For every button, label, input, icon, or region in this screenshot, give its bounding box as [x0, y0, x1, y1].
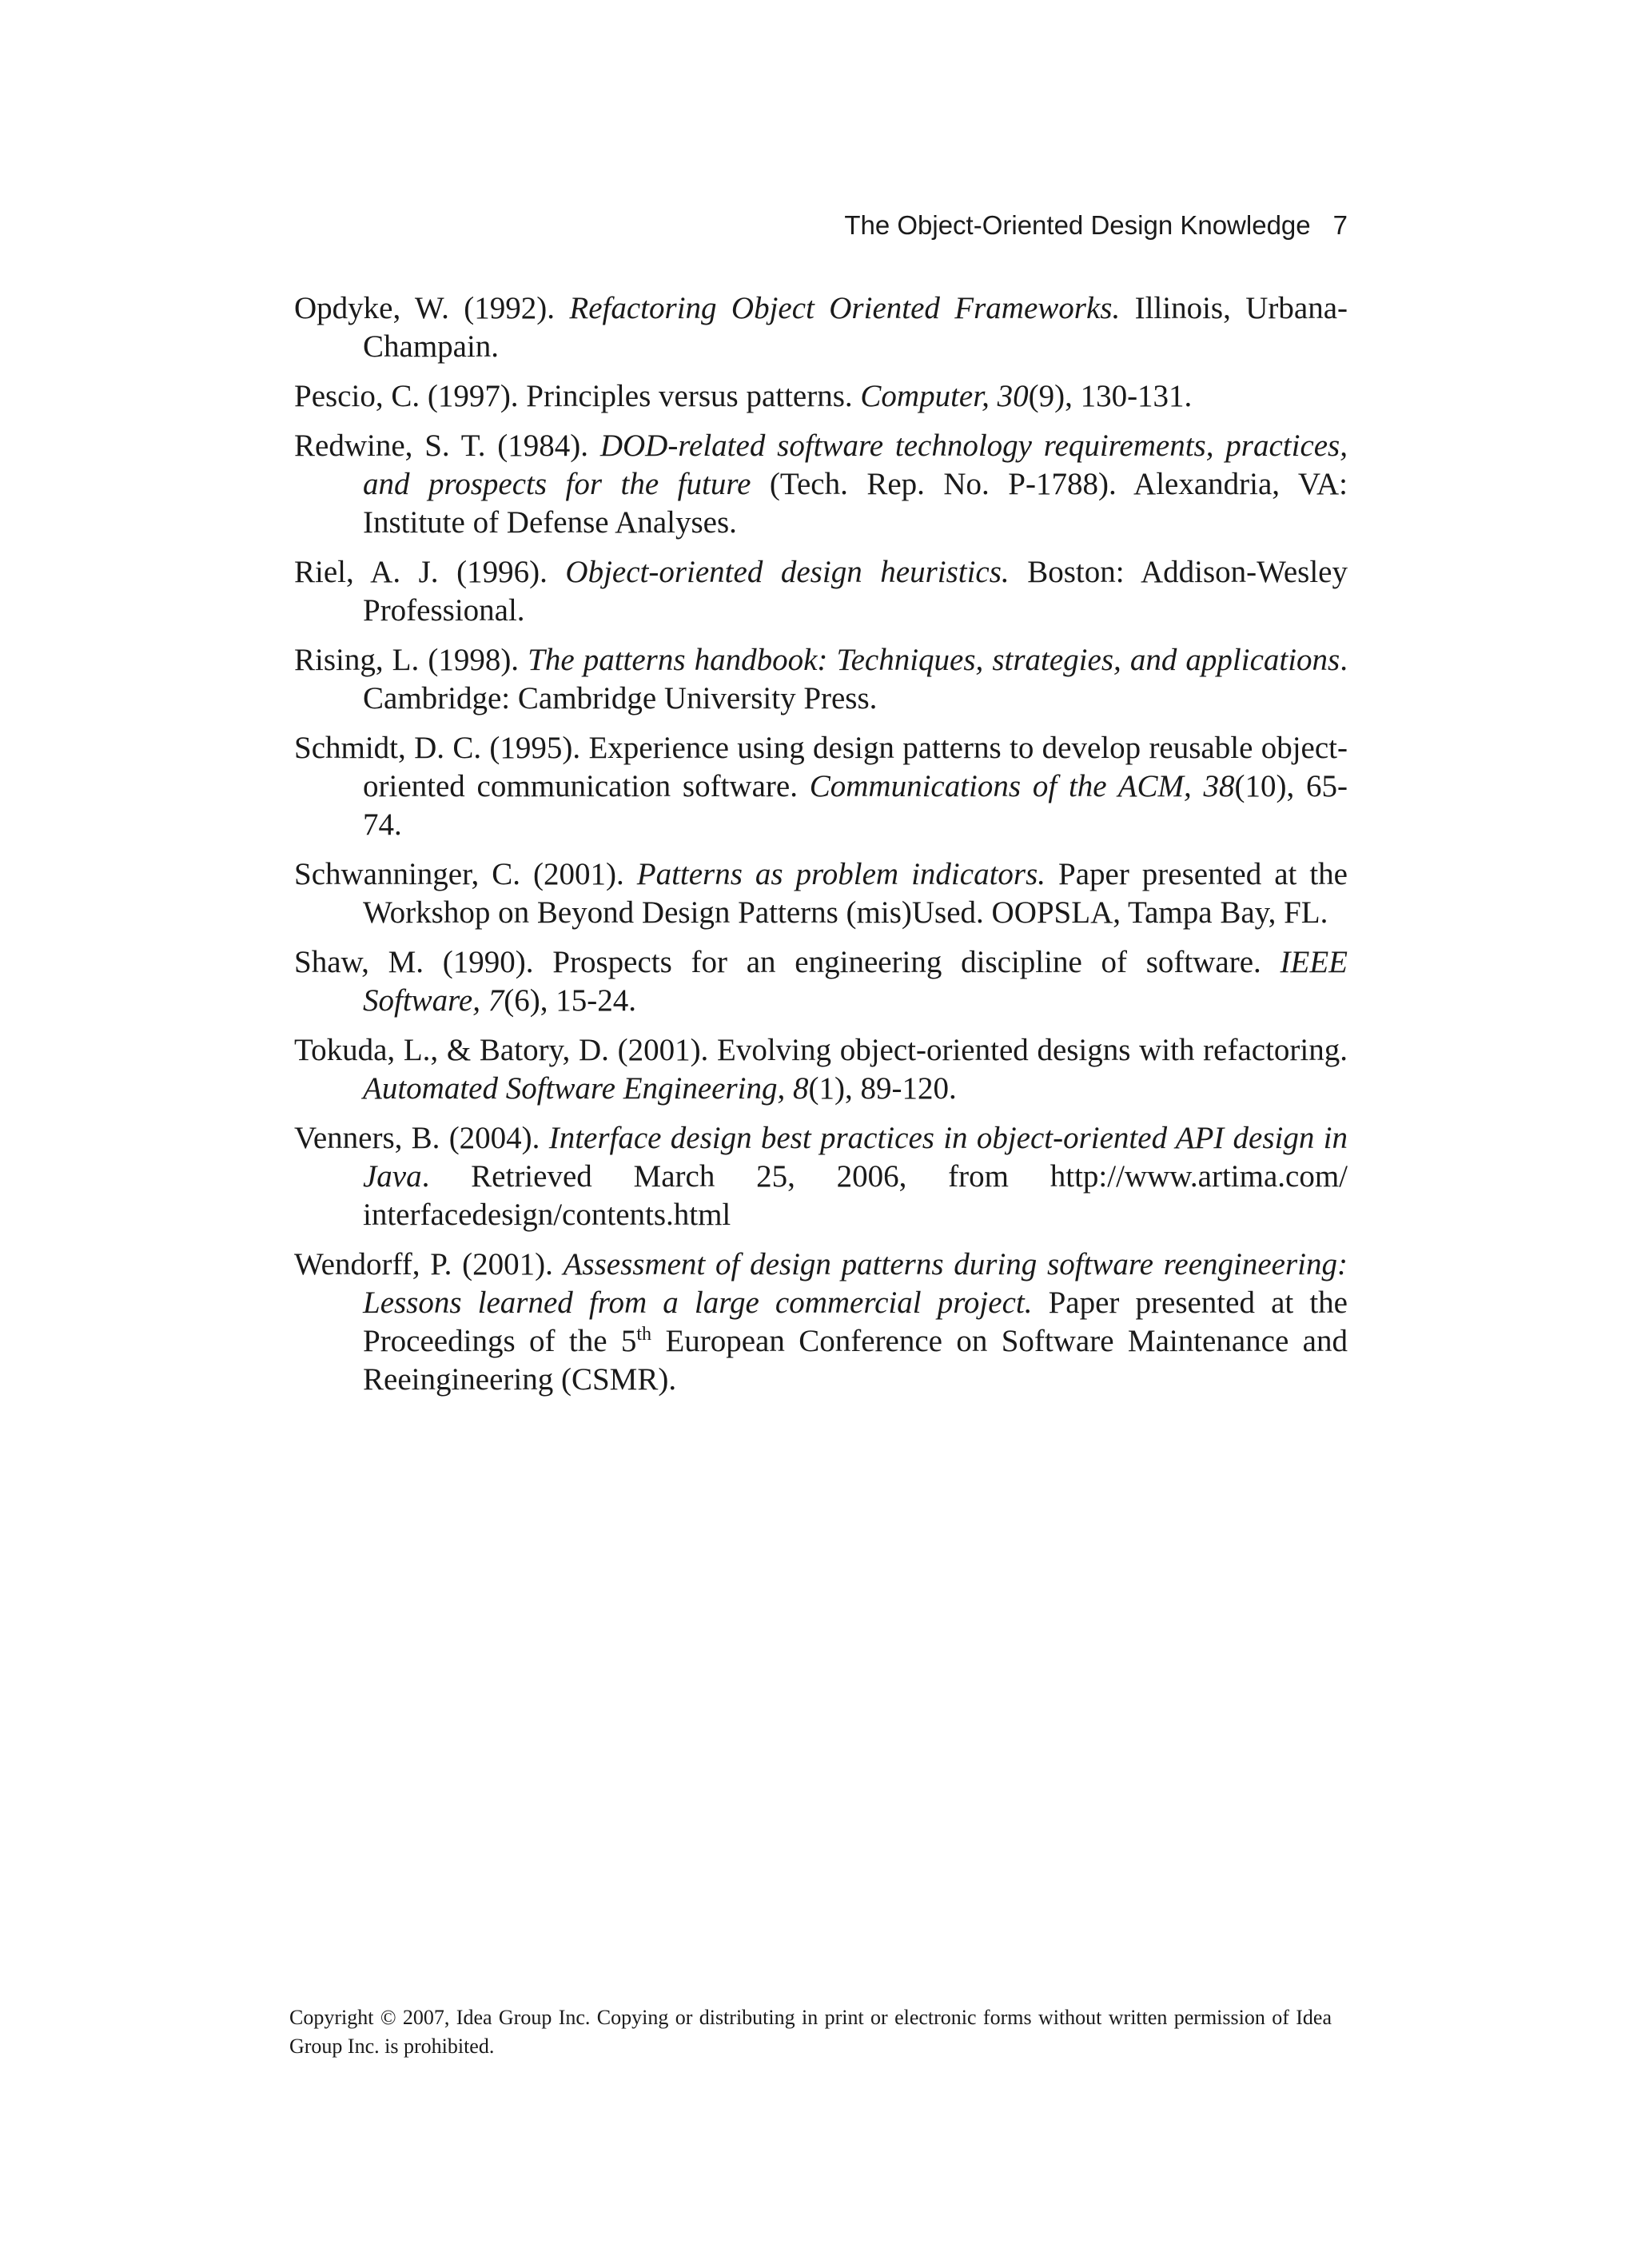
reference-text: Pescio, C. (1997). Principles versus patterns.	[294, 379, 861, 413]
reference-entry	[294, 1246, 1348, 1399]
reference-text: Opdyke, W. (1992).	[294, 291, 570, 325]
reference-text: . Cambridge: Cambridge University Press.	[363, 643, 1348, 715]
reference-text: Redwine, S. T. (1984).	[294, 428, 600, 463]
reference-text: European Conference on Software Maintenance and Reeingineering (CSMR).	[363, 1324, 1348, 1397]
reference-entry	[294, 855, 1348, 932]
reference-entry	[294, 377, 1348, 416]
reference-entry	[294, 1119, 1348, 1234]
reference-text: Paper presented at the Proceedings of the 5	[363, 1285, 1348, 1358]
running-header	[799, 209, 1348, 241]
reference-text: (Tech. Rep. No. P-1788). Alexandria, VA: Institute of Defense Analyses.	[363, 467, 1348, 540]
page-number: 7	[1332, 210, 1348, 240]
reference-text: . Retrieved March 25, 2006, from http://www.artima.com/ interfacedesign/contents.html	[363, 1159, 1348, 1232]
italic-title: Automated Software Engineering, 8	[363, 1071, 809, 1106]
italic-title: Patterns as problem indicators.	[636, 857, 1046, 891]
italic-title: Object-oriented design heuristics.	[565, 555, 1010, 589]
reference-text: Rising, L. (1998).	[294, 643, 528, 677]
superscript-text: th	[636, 1324, 652, 1345]
reference-text: Tokuda, L., & Batory, D. (2001). Evolving object-oriented designs with refactoring.	[294, 1033, 1348, 1067]
reference-entry	[294, 289, 1348, 366]
reference-text: Schmidt, D. C. (1995). Experience using design patterns to develop reusable object-oriented communication software.	[294, 731, 1348, 803]
reference-text: Venners, B. (2004).	[294, 1121, 549, 1155]
italic-title: DOD-related software technology requirements, practices, and prospects for the future	[363, 428, 1348, 501]
italic-title: Refactoring Object Oriented Frameworks.	[569, 291, 1121, 325]
running-header-title: The Object-Oriented Design Knowledge	[844, 210, 1311, 240]
italic-title: Computer, 30	[860, 379, 1029, 413]
reference-entry	[294, 1031, 1348, 1108]
reference-text: (10), 65-74.	[363, 769, 1348, 842]
copyright-notice: Copyright © 2007, Idea Group Inc. Copying or distributing in print or electronic forms without written permission of Idea Group Inc. is prohibited.	[289, 2006, 1332, 2058]
reference-text: Illinois, Urbana-Champain.	[363, 291, 1348, 364]
reference-text: (6), 15-24.	[504, 983, 636, 1018]
reference-entry	[294, 641, 1348, 718]
italic-title: Communications of the ACM, 38	[809, 769, 1235, 803]
reference-text: (1), 89-120.	[808, 1071, 957, 1106]
reference-entry	[294, 553, 1348, 630]
reference-text: (9), 130-131.	[1028, 379, 1193, 413]
reference-text: Riel, A. J. (1996).	[294, 555, 566, 589]
reference-text: Schwanninger, C. (2001).	[294, 857, 637, 891]
reference-list	[294, 289, 1348, 1410]
reference-entry	[294, 427, 1348, 542]
reference-text: Boston: Addison-Wesley Professional.	[363, 555, 1348, 628]
italic-title: Interface design best practices in object-oriented API design in Java	[363, 1121, 1348, 1194]
reference-entry	[294, 729, 1348, 844]
reference-text: Paper presented at the Workshop on Beyond Design Patterns (mis)Used. OOPSLA, Tampa Bay, FL.	[363, 857, 1348, 930]
reference-text: Shaw, M. (1990). Prospects for an engineering discipline of software.	[294, 945, 1281, 979]
italic-title: Assessment of design patterns during software reengineering: Lessons learned from a large commercial project.	[363, 1247, 1348, 1320]
reference-text: Wendorff, P. (2001).	[294, 1247, 564, 1281]
italic-title: The patterns handbook: Techniques, strategies, and applications	[528, 643, 1340, 677]
reference-entry	[294, 943, 1348, 1020]
italic-title: IEEE Software, 7	[363, 945, 1348, 1018]
